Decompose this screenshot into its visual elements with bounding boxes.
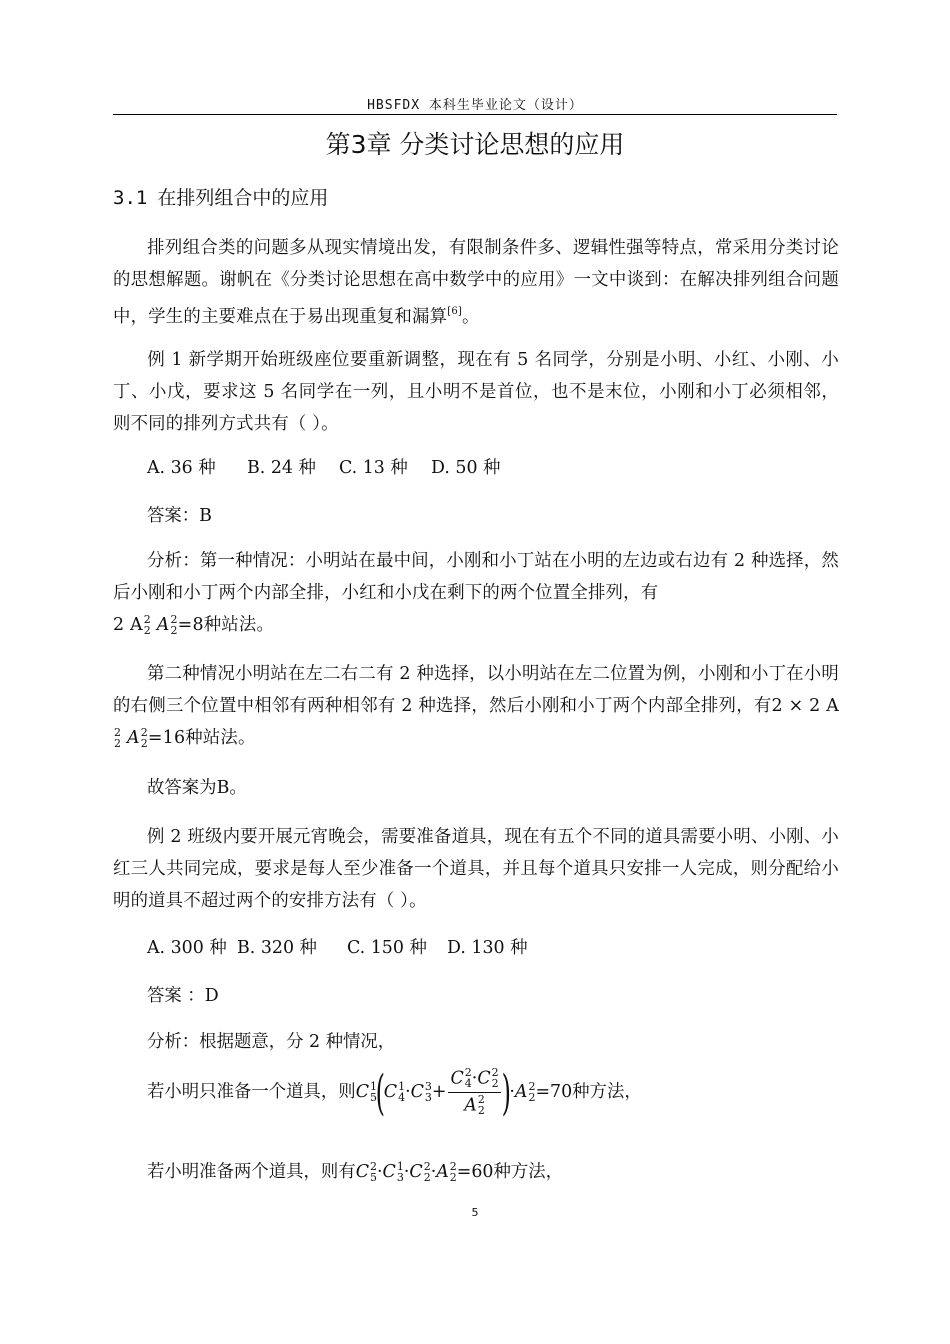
page-number: 5 [471,1206,479,1219]
chapter-title: 第3章 分类讨论思想的应用 [325,130,625,159]
example1-conclusion: 故答案为B。 [147,778,247,798]
example1-analysis1: 分析：第一种情况：小明站在最中间，小刚和小丁站在小明的左边或右边有 2 种选择，然后小刚和小丁两个内部全排，小红和小戊在剩下的两个位置全排列，有 2 A 2 2 A 2 2 =8种站法。 [113,551,839,637]
example2-options [147,932,528,964]
formula-3: C 1 5 (C 1 4 ·C 3 3 + C 2 4 ·C 2 2 A 2 2 )·A 2 2 [355,1064,536,1121]
option-a: A. 36 种 [147,458,216,478]
intro-text: 排列组合类的问题多从现实情境出发，有限制条件多、逻辑性强等特点，常采用分类讨论的思想解题。谢帆在《分类讨论思想在高中数学中的应用》一文中谈到：在解决排列组合问题中，学生的主要难点在于易出现重复和漏算 [113,238,839,327]
example2-case2: 若小明准备两个道具，则有C 2 5 ·C 1 3 ·C 2 2 ·A 2 2 =60种方法， [147,1159,564,1184]
example1-question: 例 1 新学期开始班级座位要重新调整，现在有 5 名同学，分别是小明、小红、小刚、小丁、小戊，要求这 5 名同学在一列，且小明不是首位，也不是末位，小刚和小丁必须相邻，则不同的排列方式共有（ ）。 [113,350,839,434]
example1-answer: 答案：B [147,506,212,526]
option-c: C. 150 种 [347,938,427,958]
formula-2: 2 × 2 A 2 2 A 2 2 [114,696,839,750]
intro-end: 。 [462,307,480,327]
option-d: D. 130 种 [447,938,528,958]
section-number: 3.1 [113,187,148,209]
option-c: C. 13 种 [339,458,408,478]
example2-question: 例 2 班级内要开展元宵晚会，需要准备道具，现在有五个不同的道具需要小明、小刚、小红三人共同完成，要求是每人至少准备一个道具，并且每个道具只安排一人完成，则分配给小明的道具不超过两个的安排方法有（ ）。 [113,827,839,911]
example1-analysis2: 第二种情况小明站在左二右二有 2 种选择，以小明站在左二位置为例，小刚和小丁在小明的右侧三个位置中相邻有两种相邻有 2 种选择，然后小刚和小丁两个内部全排列，有2 × 2 A 2 2 A 2 2 =16种站法。 [113,664,839,750]
option-a: A. 300 种 [147,938,227,958]
option-d: D. 50 种 [431,458,501,478]
option-b: B. 24 种 [247,458,316,478]
example1-options [147,452,500,484]
example2-analysis: 分析：根据题意，分 2 种情况， [147,1032,396,1052]
running-header: HBSFDX 本科生毕业论文（设计） [367,98,583,113]
example2-answer: 答案 ：D [147,986,219,1006]
intro-paragraph [113,232,839,333]
citation-ref: [6] [447,306,462,317]
option-b: B. 320 种 [237,938,317,958]
formula-4: C 2 5 ·C 1 3 ·C 2 2 ·A 2 2 [355,1159,457,1184]
section-title [113,183,328,210]
section-heading: 在排列组合中的应用 [157,187,329,209]
example2-case1: 若小明只准备一个道具，则C 1 5 (C 1 4 ·C 3 3 + C 2 4 ·C 2 2 A 2 2 )·A 2 2 =70种方法， [147,1064,642,1121]
formula-1: 2 A 2 2 A 2 2 [113,612,178,637]
header-rule [113,114,837,115]
